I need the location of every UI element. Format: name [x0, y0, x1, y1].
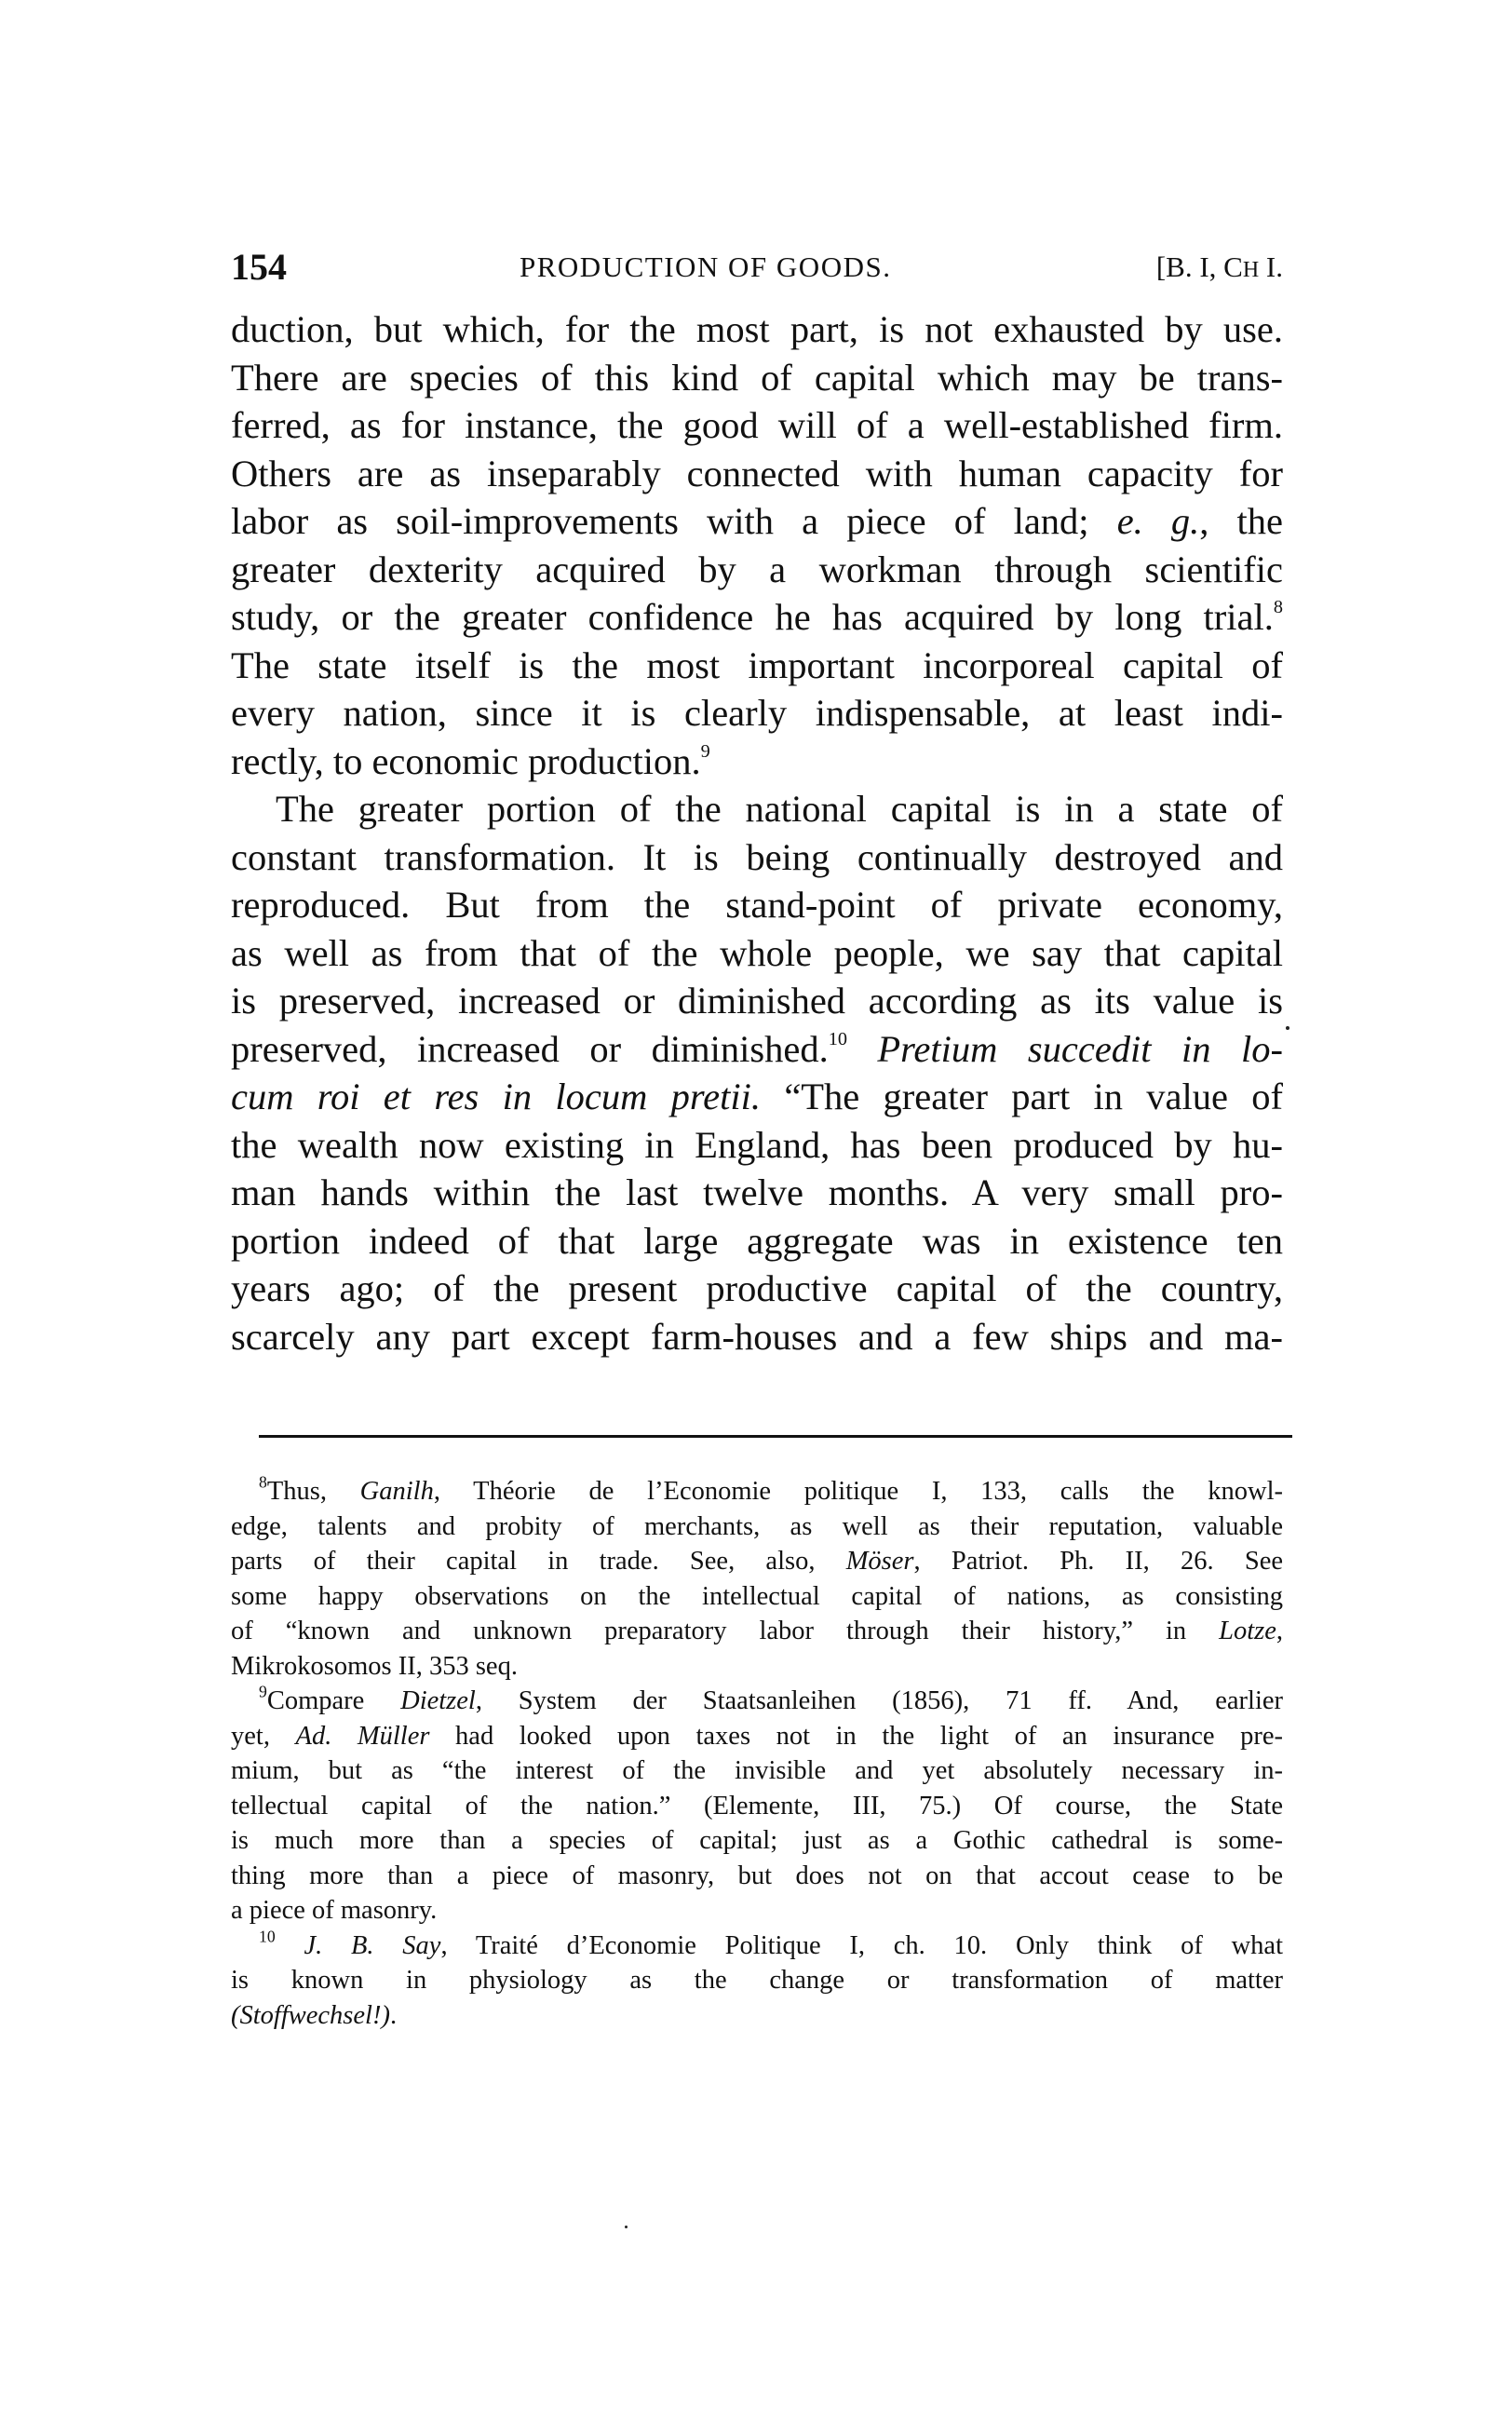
latin-phrase-italic: Pretium succedit in lo-	[877, 1027, 1283, 1070]
footnote-9-line: a piece of masonry.	[231, 1896, 438, 1925]
footnote-text: yet,	[231, 1721, 296, 1751]
footnote-8-line: Mikrokosomos II, 353 seq.	[231, 1651, 518, 1681]
body-line: reproduced. But from the stand-point of private economy,	[231, 884, 1283, 926]
body-line	[231, 1025, 1283, 1074]
footnote-10-line: is known in physiology as the change or transformation of matter	[231, 1966, 1283, 1995]
author-name-italic: Dietzel	[400, 1686, 476, 1715]
footnote-9-line	[231, 1684, 1283, 1719]
footnote-text: Compare	[266, 1686, 401, 1715]
body-line: is preserved, increased or diminished according as its value is	[231, 980, 1283, 1022]
paragraph-start-line: The greater portion of the national capital is in a state of	[276, 788, 1283, 830]
footnote-text: Thus,	[266, 1477, 360, 1506]
body-line-tail: , the	[1199, 500, 1284, 542]
footnote-text: ,	[1276, 1617, 1283, 1645]
footnote-10-line	[231, 1998, 1283, 2034]
footnote-9-line: thing more than a piece of masonry, but does not on that accout cease to be	[231, 1861, 1283, 1890]
body-line: the wealth now existing in England, has been produced by hu-	[231, 1123, 1283, 1166]
body-text	[231, 305, 1283, 1360]
scan-speck	[1286, 1026, 1289, 1030]
footnote-8-line	[231, 1614, 1283, 1649]
author-name-italic: Ad. Müller	[295, 1721, 430, 1751]
quotation-start: “The greater part in value of	[784, 1076, 1283, 1117]
footnote-text: , Traité d’Economie Politique I, ch. 10. Only think of what	[440, 1930, 1283, 1960]
body-line: There are species of this kind of capital which may be trans-	[231, 356, 1283, 399]
footnote-divider	[259, 1435, 1292, 1438]
footnote-marker-9: 9	[259, 1682, 267, 1701]
body-line: scarcely any part except farm-houses and a few ships and ma-	[231, 1315, 1283, 1358]
running-title: PRODUCTION OF GOODS.	[520, 250, 892, 283]
body-line-text: study, or the greater confidence he has acquired by long trial.	[231, 596, 1274, 638]
section-suffix: I.	[1259, 250, 1283, 283]
footnote-ref-10[interactable]: 10	[828, 1028, 847, 1049]
footnote-text: , Théorie de l’Economie politique I, 133, calls the knowl-	[433, 1477, 1283, 1506]
body-line: ferred, as for instance, the good will of a well-established firm.	[231, 404, 1283, 446]
abbreviation-italic: e. g.	[1116, 500, 1200, 542]
running-head	[231, 244, 1283, 291]
footnote-ref-9[interactable]: 9	[700, 740, 710, 762]
footnotes	[231, 1474, 1283, 2033]
author-name-italic: Ganilh	[359, 1477, 434, 1506]
footnote-9-line	[231, 1719, 1283, 1754]
body-line: Others are as inseparably connected with human capacity for	[231, 452, 1283, 494]
author-name-italic: J. B. Say	[304, 1930, 441, 1960]
body-line-text: preserved, increased or diminished.	[231, 1027, 829, 1070]
footnote-9-line: mium, but as “the interest of the invisible and yet absolutely necessary in-	[231, 1756, 1283, 1785]
scan-speck	[625, 2226, 628, 2228]
footnote-8-line: some happy observations on the intellectual capital of nations, as consisting	[231, 1581, 1283, 1611]
section-reference	[1156, 244, 1283, 293]
german-term-italic: (Stoffwechsel!)	[231, 2000, 390, 2030]
body-line	[231, 738, 1283, 786]
footnote-text: parts of their capital in trade. See, also,	[231, 1547, 846, 1576]
body-line	[231, 1073, 1283, 1121]
section-small-caps: H	[1242, 258, 1260, 282]
footnote-marker-10: 10	[259, 1927, 276, 1946]
body-line-text: rectly, to economic production.	[231, 739, 701, 782]
body-line: as well as from that of the whole people, we say that capital	[231, 931, 1283, 974]
footnote-text: , Patriot. Ph. II, 26. See	[913, 1547, 1283, 1576]
body-line	[231, 593, 1283, 642]
author-name-italic: Möser	[845, 1547, 914, 1576]
section-prefix: [B. I, C	[1155, 250, 1243, 283]
body-line: portion indeed of that large aggregate was in existence ten	[231, 1219, 1283, 1262]
footnote-9-line: is much more than a species of capital; just as a Gothic cathedral is some-	[231, 1826, 1283, 1855]
footnote-text: .	[389, 2000, 398, 2030]
body-line: greater dexterity acquired by a workman through scientific	[231, 548, 1283, 590]
body-line	[231, 497, 1283, 546]
body-line: constant transformation. It is being continually destroyed and	[231, 835, 1283, 878]
body-line: every nation, since it is clearly indispensable, at least indi-	[231, 692, 1283, 734]
footnote-text: , System der Staatsanleihen (1856), 71 ff. And, earlier	[475, 1686, 1283, 1715]
footnote-marker-8: 8	[259, 1472, 267, 1492]
footnote-8-line: edge, talents and probity of merchants, as well as their reputation, valuable	[231, 1511, 1283, 1541]
latin-phrase-italic: cum roi et res in locum pretii.	[231, 1076, 762, 1117]
body-line: duction, but which, for the most part, is not exhausted by use.	[231, 308, 1283, 350]
body-line: The state itself is the most important incorporeal capital of	[231, 643, 1283, 686]
footnote-8-line	[231, 1474, 1283, 1509]
footnote-ref-8[interactable]: 8	[1273, 596, 1283, 617]
footnote-9-line: tellectual capital of the nation.” (Elemente, III, 75.) Of course, the State	[231, 1791, 1283, 1820]
body-line-text: labor as soil-improvements with a piece of land;	[231, 500, 1089, 542]
author-name-italic: Lotze	[1219, 1617, 1276, 1645]
body-line: years ago; of the present productive capital of the country,	[231, 1267, 1283, 1309]
footnote-text: of “known and unknown preparatory labor through their history,” in	[231, 1617, 1220, 1645]
page-number: 154	[231, 246, 287, 288]
footnote-8-line	[231, 1544, 1283, 1579]
body-line: man hands within the last twelve months. A very small pro-	[231, 1171, 1283, 1213]
footnote-text: had looked upon taxes not in the light of an insurance pre-	[429, 1721, 1284, 1751]
footnote-10-line	[231, 1929, 1283, 1964]
